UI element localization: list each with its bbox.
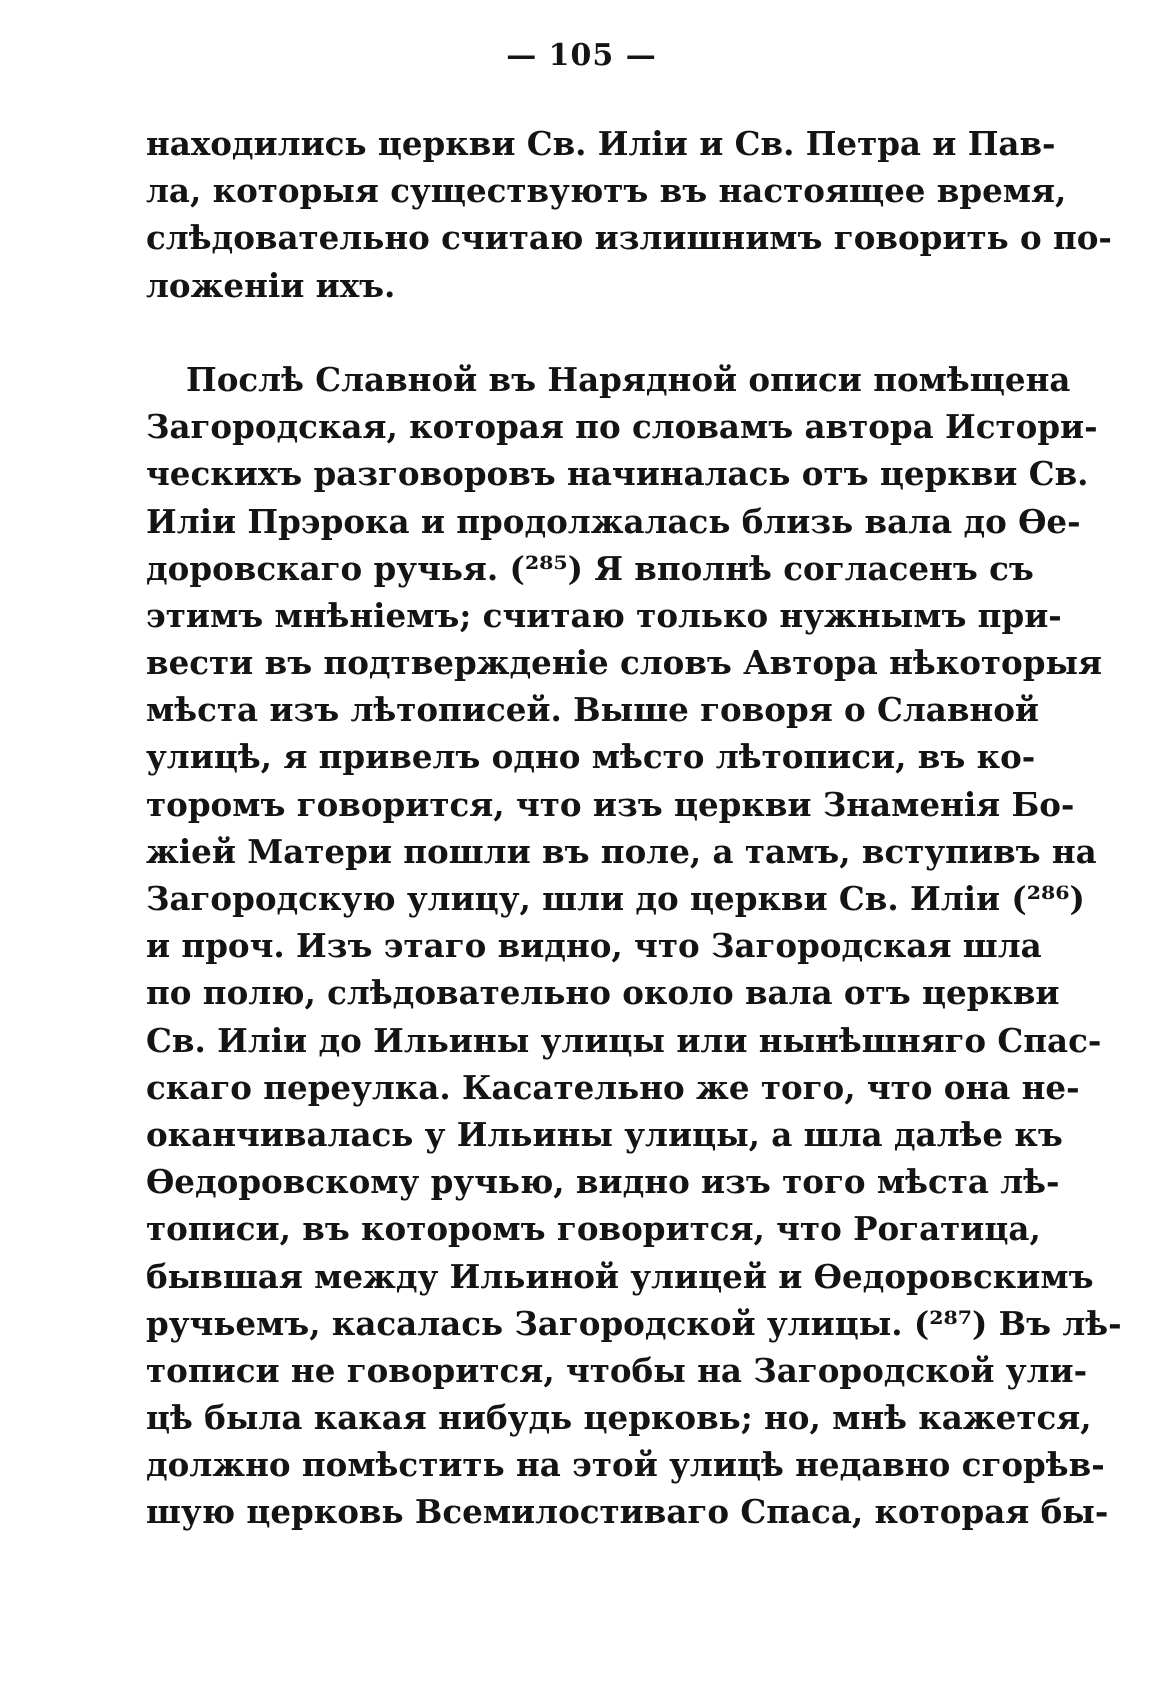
text-line: шую церковь Всемилостиваго Спаса, которая бы- — [146, 1492, 1109, 1532]
text-line: слѣдовательно считаю излишнимъ говорить о по- — [146, 218, 1112, 258]
text-line: скаго переулка. Касательно же того, что она не- — [146, 1067, 1080, 1107]
text-line: ложеніи ихъ. — [146, 265, 396, 305]
text-line: вести въ подтвержденіе словъ Автора нѣкоторыя — [146, 643, 1103, 683]
text-line: и проч. Изъ этаго видно, что Загородская шла — [146, 926, 1042, 966]
text-line: бывшая между Ильиной улицей и Ѳедоровскимъ — [146, 1256, 1094, 1296]
text-line: находились церкви Св. Иліи и Св. Петра и Пав- — [146, 124, 1056, 163]
paragraph-gap — [146, 309, 1014, 356]
text-line: тописи, въ которомъ говорится, что Рогатица, — [146, 1209, 1041, 1249]
text-line: тописи не говорится, чтобы на Загородской ули- — [146, 1350, 1088, 1390]
text-line: должно помѣстить на этой улицѣ недавно сгорѣв- — [146, 1445, 1105, 1485]
text-line: Иліи Прэрока и продолжалась близь вала до Ѳе- — [146, 501, 1081, 541]
body-text — [146, 120, 1122, 1536]
text-line: Ѳедоровскому ручью, видно изъ того мѣста лѣ- — [146, 1162, 1060, 1202]
text-line: жіей Матери пошли въ поле, а тамъ, вступивъ на — [146, 831, 1097, 871]
text-line: ческихъ разговоровъ начиналась отъ церкви Св. — [146, 454, 1089, 494]
text-line: Загородская, которая по словамъ автора Истори- — [146, 407, 1098, 447]
text-line: по полю, слѣдовательно около вала отъ церкви — [146, 973, 1060, 1013]
text-line: Послѣ Славной въ Нарядной описи помѣщена — [186, 359, 1071, 399]
page-number: — 105 — — [506, 38, 657, 73]
text-line: улицѣ, я привелъ одно мѣсто лѣтописи, въ ко- — [146, 737, 1036, 777]
text-line: мѣста изъ лѣтописей. Выше говоря о Славной — [146, 690, 1040, 730]
text-line: ла, которыя существуютъ въ настоящее время, — [146, 171, 1067, 211]
text-line: доровскаго ручья. (²⁸⁵) Я вполнѣ согласенъ съ — [146, 548, 1034, 588]
text-line: оканчивалась у Ильины улицы, а шла далѣе къ — [146, 1114, 1063, 1154]
text-line: торомъ говорится, что изъ церкви Знаменія Бо- — [146, 784, 1075, 824]
text-line: цѣ была какая нибудь церковь; но, мнѣ кажется, — [146, 1398, 1092, 1438]
text-line: ручьемъ, касалась Загородской улицы. (²⁸⁷) Въ лѣ- — [146, 1303, 1122, 1343]
text-line: Св. Иліи до Ильины улицы или нынѣшняго Спас- — [146, 1020, 1102, 1060]
text-line: Загородскую улицу, шли до церкви Св. Иліи (²⁸⁶) — [146, 879, 1085, 918]
text-line: этимъ мнѣніемъ; считаю только нужнымъ при- — [146, 595, 1062, 635]
